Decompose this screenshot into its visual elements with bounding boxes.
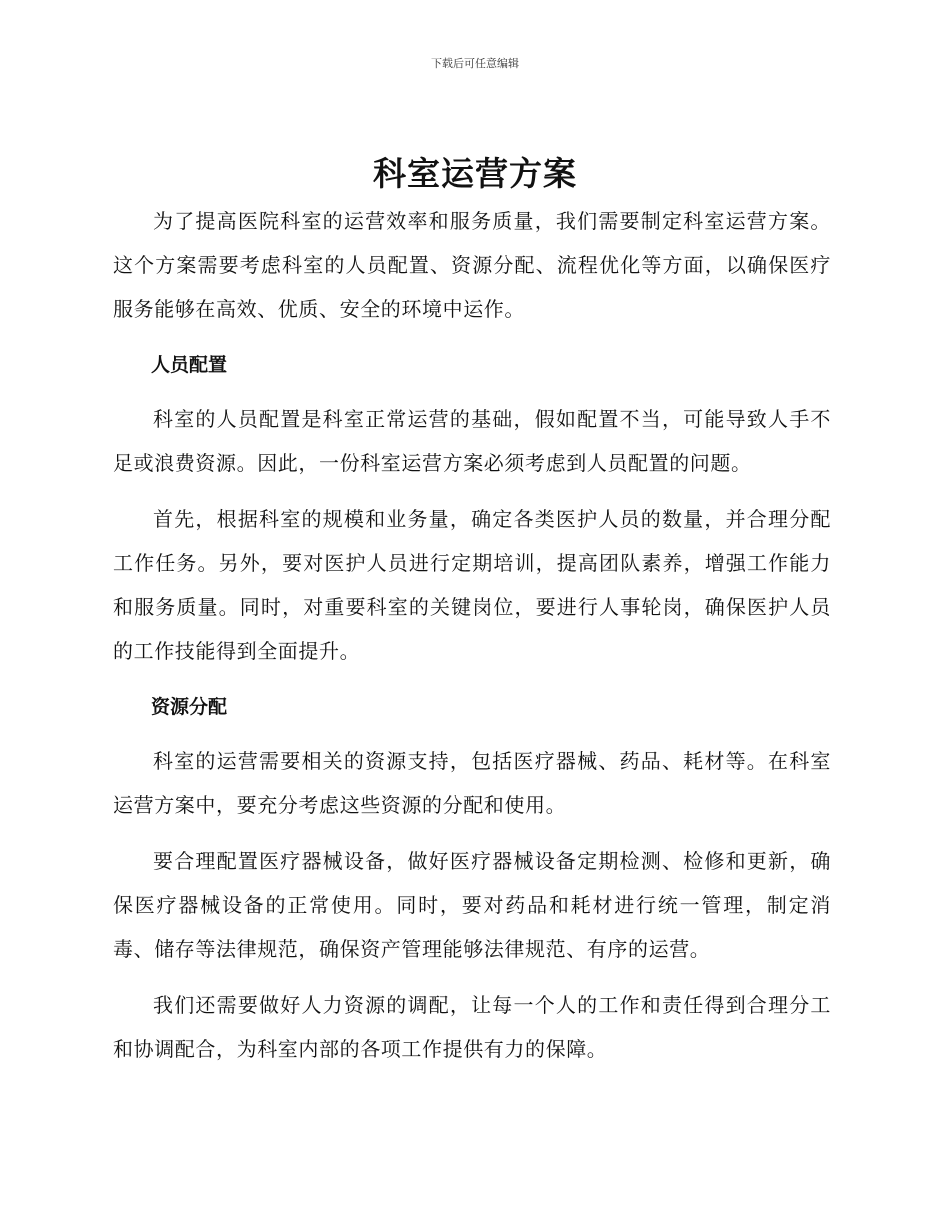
resources-paragraph-2: 要合理配置医疗器械设备，做好医疗器械设备定期检测、检修和更新，确保医疗器械设备的正常使用。同时，要对药品和耗材进行统一管理，制定消毒、储存等法律规范，确保资产管理能够法律规范、有序的运营。	[113, 849, 831, 961]
staffing-paragraph-1: 科室的人员配置是科室正常运营的基础，假如配置不当，可能导致人手不足或浪费资源。因此，一份科室运营方案必须考虑到人员配置的问题。	[113, 407, 831, 475]
staffing-paragraph-2: 首先，根据科室的规模和业务量，确定各类医护人员的数量，并合理分配工作任务。另外，要对医护人员进行定期培训，提高团队素养，增强工作能力和服务质量。同时，对重要科室的关键岗位，要进行人事轮岗，确保医护人员的工作技能得到全面提升。	[113, 507, 831, 663]
resources-paragraph-1: 科室的运营需要相关的资源支持，包括医疗器械、药品、耗材等。在科室运营方案中，要充分考虑这些资源的分配和使用。	[113, 749, 831, 817]
resources-paragraph-3: 我们还需要做好人力资源的调配，让每一个人的工作和责任得到合理分工和协调配合，为科室内部的各项工作提供有力的保障。	[113, 993, 831, 1061]
section-heading-staffing: 人员配置	[151, 354, 228, 376]
section-heading-resources: 资源分配	[151, 696, 228, 718]
document-body	[113, 199, 831, 1083]
document-title: 科室运营方案	[373, 154, 577, 193]
intro-paragraph: 为了提高医院科室的运营效率和服务质量，我们需要制定科室运营方案。这个方案需要考虑科室的人员配置、资源分配、流程优化等方面，以确保医疗服务能够在高效、优质、安全的环境中运作。	[113, 209, 831, 321]
header-note: 下载后可任意编辑	[431, 57, 519, 70]
